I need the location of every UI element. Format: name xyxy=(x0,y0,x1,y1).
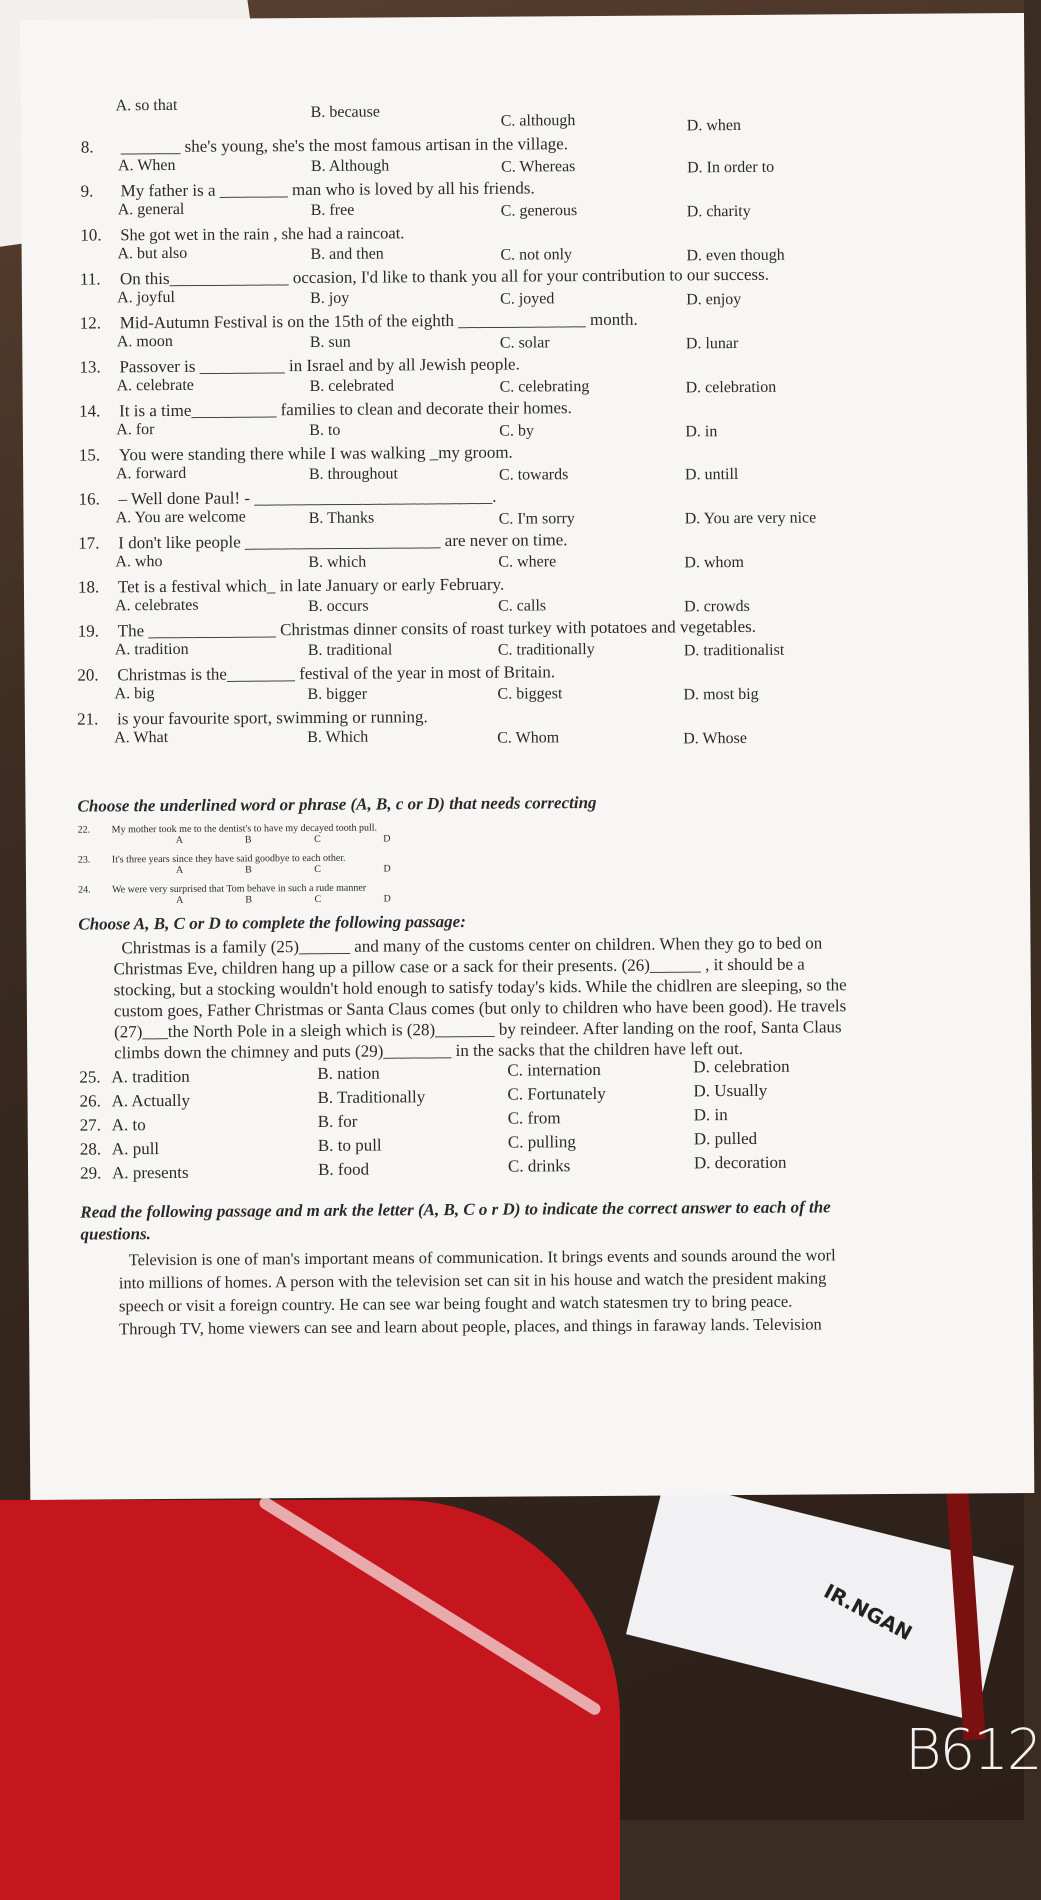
question-text: She got wet in the rain , she had a raincoat. xyxy=(120,223,405,245)
correct-sentence: It's three years since they have said goodbye to each other. xyxy=(111,852,346,866)
option-d: D. enjoy xyxy=(686,290,742,309)
passage-option-c: C. drinks xyxy=(507,1156,571,1176)
option-c: C. Whereas xyxy=(500,158,576,176)
option-c: C. biggest xyxy=(497,685,563,703)
option-a: A. moon xyxy=(116,332,173,351)
passage-q-number: 25. xyxy=(79,1067,101,1087)
tv-passage-line: Television is one of man's important means of communication. It brings events and sounds around the worl xyxy=(128,1245,836,1270)
passage-option-c: C. Fortunately xyxy=(507,1083,606,1104)
question-number: 21. xyxy=(77,709,99,729)
passage-q-number: 26. xyxy=(79,1091,101,1111)
tv-passage-line: Through TV, home viewers can see and learn about people, places, and things in faraway lands. Television xyxy=(119,1314,822,1339)
option-d: D. charity xyxy=(686,202,751,221)
option-a: A. tradition xyxy=(114,640,189,659)
passage-q-number: 29. xyxy=(79,1163,102,1183)
question-text: – Well done Paul! - ____________________________. xyxy=(118,486,497,509)
correct-letters: A B C D xyxy=(176,893,391,906)
option-b: B. sun xyxy=(309,333,351,351)
question-text: The _______________ Christmas dinner consits of roast turkey with potatoes and vegetables. xyxy=(117,616,757,641)
card-brand: IR.NGAN xyxy=(819,1578,917,1646)
option-a: A. general xyxy=(117,200,185,219)
option-d: D. crowds xyxy=(684,598,750,616)
option-d: D. untill xyxy=(684,466,739,484)
section-read-title: Read the following passage and m ark the letter (A, B, C o r D) to indicate the correct answer to each of the xyxy=(80,1197,831,1222)
question-number: 16. xyxy=(78,489,100,509)
option-c: C. towards xyxy=(498,465,569,484)
option-b: B. celebrated xyxy=(309,377,395,395)
red-cloth xyxy=(0,1500,620,1900)
option-b: B. which xyxy=(308,553,367,571)
option-a: A. joyful xyxy=(117,288,175,307)
question-number: 18. xyxy=(77,577,100,597)
option-d: D. traditionalist xyxy=(683,641,785,660)
q7-option-a: A. so that xyxy=(115,96,178,115)
question-number: 14. xyxy=(79,401,101,421)
correct-sentence: We were very surprised that Tom behave in such a rude manner xyxy=(112,882,367,896)
passage-q-number: 27. xyxy=(79,1115,102,1135)
worksheet-content xyxy=(20,13,1034,1500)
option-d: D. whom xyxy=(684,554,745,572)
passage-option-b: B. for xyxy=(317,1111,358,1131)
question-text: _______ she's young, she's the most famous artisan in the village. xyxy=(120,134,569,157)
option-c: C. where xyxy=(498,553,557,572)
tv-passage-line: speech or visit a foreign country. He can see war being fought and watch statesmen try to bring peace. xyxy=(118,1291,793,1316)
question-text: Mid-Autumn Festival is on the 15th of the eighth _______________ month. xyxy=(119,309,638,333)
option-a: A. but also xyxy=(117,244,188,263)
question-text: I don't like people _______________________ are never on time. xyxy=(118,530,568,553)
correct-sentence: My mother took me to the dentist's to have my decayed tooth pull. xyxy=(111,822,378,836)
question-text: Christmas is the________ festival of the year in most of Britain. xyxy=(117,662,556,685)
question-number: 19. xyxy=(77,621,99,641)
section-correcting-title: Choose the underlined word or phrase (A, B, c or D) that needs correcting xyxy=(77,792,597,816)
option-c: C. joyed xyxy=(500,290,555,308)
section-passage-title: Choose A, B, C or D to complete the following passage: xyxy=(78,911,466,934)
question-number: 20. xyxy=(77,665,99,685)
option-a: A. celebrates xyxy=(115,596,199,615)
option-b: B. and then xyxy=(310,245,384,263)
question-number: 15. xyxy=(78,445,101,465)
passage-line: (27)___the North Pole in a sleigh which is (28)_______ by reindeer. After landing on the roof, Santa Claus xyxy=(114,1017,842,1042)
q7-option-b: B. because xyxy=(310,103,381,121)
option-b: B. Thanks xyxy=(308,509,375,527)
passage-option-d: D. celebration xyxy=(693,1056,790,1077)
passage-option-a: A. Actually xyxy=(111,1090,191,1111)
option-d: D. Whose xyxy=(683,729,747,748)
passage-option-c: C. internation xyxy=(507,1059,601,1080)
option-c: C. traditionally xyxy=(497,641,595,660)
correct-number: 24. xyxy=(78,884,91,896)
worksheet xyxy=(20,13,1034,1500)
question-text: is your favourite sport, swimming or running. xyxy=(117,707,428,729)
passage-line: stocking, but a stocking wouldn't hold enough to satisfy today's kids. While the chidlren are sleeping, so the xyxy=(113,975,847,1000)
passage-option-d: D. pulled xyxy=(693,1128,758,1149)
option-a: A. for xyxy=(116,421,155,439)
option-d: D. In order to xyxy=(686,158,775,177)
option-c: C. by xyxy=(499,422,535,440)
question-number: 13. xyxy=(79,357,101,377)
option-c: C. not only xyxy=(500,246,573,264)
passage-option-a: A. tradition xyxy=(111,1066,190,1087)
section-read-title-2: questions. xyxy=(80,1224,151,1244)
passage-option-a: A. to xyxy=(111,1115,146,1135)
option-c: C. celebrating xyxy=(499,377,590,396)
q7-option-d: D. when xyxy=(686,116,742,135)
question-text: Passover is __________ in Israel and by all Jewish people. xyxy=(119,354,520,377)
question-number: 17. xyxy=(78,533,100,553)
option-b: B. Although xyxy=(310,157,390,175)
option-a: A. big xyxy=(114,685,155,703)
correct-number: 22. xyxy=(77,824,91,836)
passage-option-d: D. decoration xyxy=(693,1152,787,1173)
option-a: A. forward xyxy=(115,464,187,483)
question-number: 8. xyxy=(80,137,94,157)
option-d: D. lunar xyxy=(685,334,739,353)
passage-option-a: A. pull xyxy=(111,1139,160,1159)
option-b: B. bigger xyxy=(307,685,368,703)
option-b: B. occurs xyxy=(308,597,369,615)
passage-option-d: D. in xyxy=(693,1105,728,1125)
question-number: 11. xyxy=(79,269,101,289)
option-a: A. What xyxy=(114,728,169,747)
passage-option-c: C. from xyxy=(507,1108,561,1128)
option-a: A. who xyxy=(115,553,163,571)
question-number: 9. xyxy=(80,181,94,201)
question-number: 12. xyxy=(79,313,102,333)
option-c: C. I'm sorry xyxy=(498,509,575,528)
correct-letters: A B C D xyxy=(175,833,391,846)
passage-line: custom goes, Father Christmas or Santa Claus comes (but only to children who have been good). He travels xyxy=(113,996,847,1021)
passage-line: Christmas Eve, children hang up a pillow case or a sack for their presents. (26)______ , it should be a xyxy=(113,954,805,979)
correct-number: 23. xyxy=(77,854,91,866)
q7-option-c: C. although xyxy=(500,112,576,130)
option-a: A. When xyxy=(117,156,176,175)
passage-line: climbs down the chimney and puts (29)________ in the sacks that the children have left out. xyxy=(114,1038,744,1063)
passage-option-b: B. to pull xyxy=(317,1135,382,1155)
option-d: D. in xyxy=(685,422,718,440)
question-text: You were standing there while I was walking _my groom. xyxy=(118,442,513,465)
option-b: B. joy xyxy=(310,289,350,307)
correct-letters: A B C D xyxy=(175,863,391,876)
question-number: 10. xyxy=(80,225,102,245)
question-text: Tet is a festival which_ in late January or early February. xyxy=(117,574,505,597)
watermark: B612 xyxy=(905,1718,1041,1783)
option-b: B. to xyxy=(309,421,341,439)
passage-line: Christmas is a family (25)______ and many of the customs center on children. When they go to bed on xyxy=(121,933,823,958)
passage-option-b: B. Traditionally xyxy=(317,1087,426,1107)
question-text: It is a time__________ families to clean and decorate their homes. xyxy=(119,398,572,421)
option-b: B. traditional xyxy=(307,640,393,659)
passage-q-number: 28. xyxy=(79,1139,102,1159)
option-d: D. even though xyxy=(686,246,785,265)
passage-option-d: D. Usually xyxy=(693,1080,768,1101)
passage-option-c: C. pulling xyxy=(507,1132,576,1152)
tv-passage-line: into millions of homes. A person with the television set can sit in his house and watch the president making xyxy=(118,1268,827,1293)
option-d: D. celebration xyxy=(685,378,777,396)
option-c: C. generous xyxy=(500,202,578,220)
passage-option-b: B. food xyxy=(317,1159,370,1179)
option-c: C. solar xyxy=(499,334,550,352)
option-b: B. free xyxy=(310,201,355,219)
passage-option-a: A. presents xyxy=(111,1162,189,1183)
question-text: On this______________ occasion, I'd like to thank you all for your contribution to our success. xyxy=(119,264,770,289)
option-b: B. throughout xyxy=(308,465,398,483)
option-b: B. Which xyxy=(307,729,369,747)
passage-option-b: B. nation xyxy=(317,1063,380,1083)
option-a: A. celebrate xyxy=(116,376,194,395)
option-a: A. You are welcome xyxy=(115,508,246,527)
option-c: C. Whom xyxy=(497,729,560,747)
option-d: D. You are very nice xyxy=(684,509,817,528)
option-d: D. most big xyxy=(683,685,759,704)
option-c: C. calls xyxy=(498,597,547,616)
question-text: My father is a ________ man who is loved by all his friends. xyxy=(120,178,535,201)
